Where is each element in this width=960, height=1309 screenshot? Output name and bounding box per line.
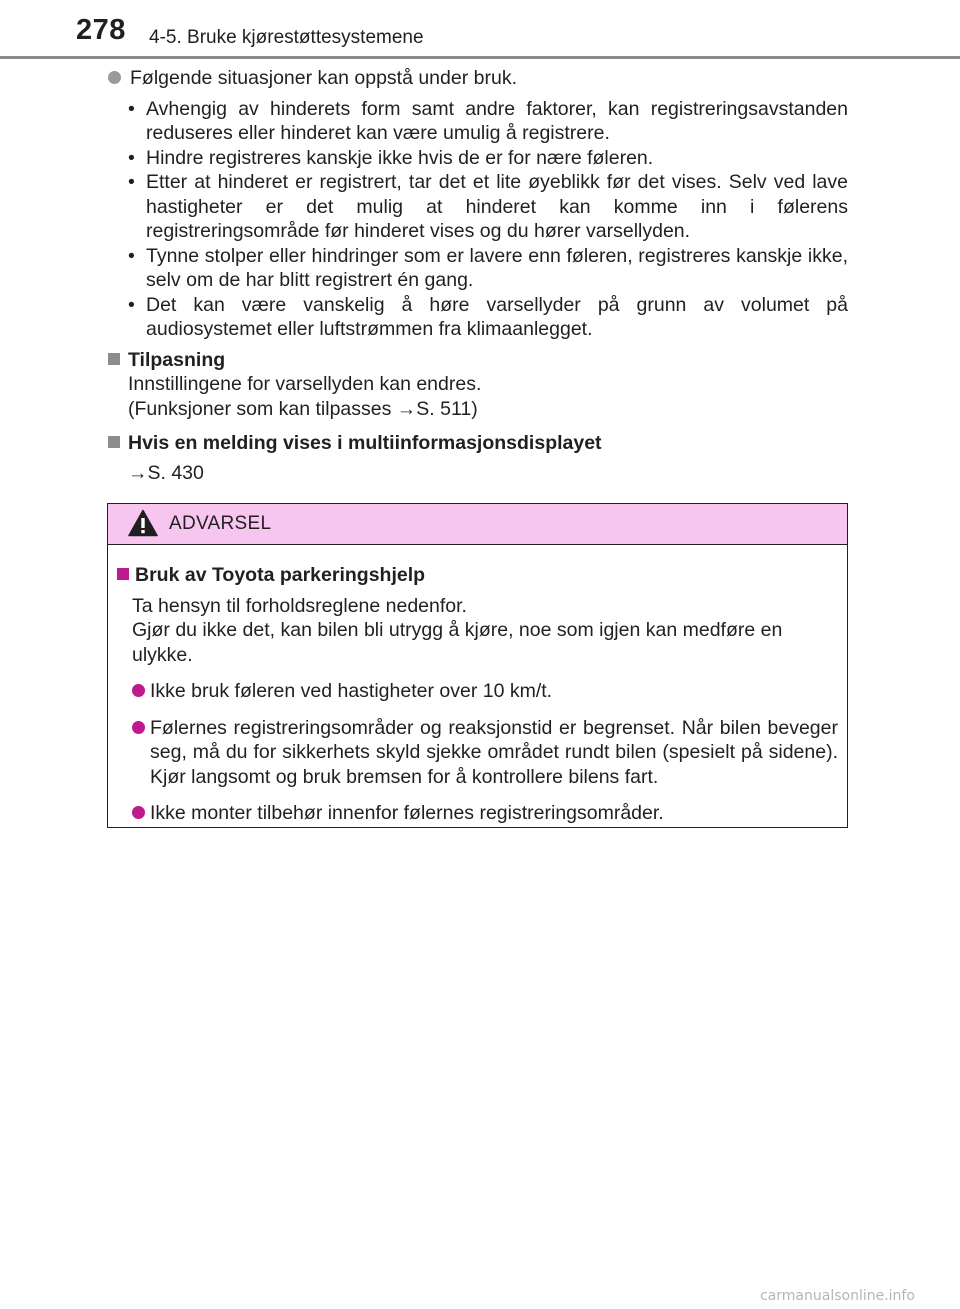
warning-header [108,504,847,545]
situations-list [108,97,848,342]
page-reference: →S. 430 [128,461,204,484]
warning-label: ADVARSEL [169,513,272,534]
list-item: • Det kan være vanskelig å høre varsellyder på grunn av volumet på audiosystemet eller luftstrømmen fra klimaanlegget. [128,293,848,340]
square-bullet-icon [117,568,129,580]
square-bullet-icon [108,353,120,365]
list-item: • Tynne stolper eller hindringer som er lavere enn føleren, registreres kanskje ikke, selv om de har blitt registrert én gang. [128,244,848,291]
page-number: 278 [76,14,126,46]
list-item: • Avhengig av hinderets form samt andre faktorer, kan registreringsavstanden reduseres eller hinderet kan være umulig å registrere. [128,97,848,144]
warning-box [107,503,848,828]
warning-body [108,545,847,826]
warning-item: Følernes registreringsområder og reaksjonstid er begrenset. Når bilen beveger seg, må du for sikkerhets skyld sjekke området rundt bilen (spesielt på sidene). Kjør langsomt og bruk bremsen for å kontrollere bilens fart. [117,716,838,790]
tilpasning-line1: Innstillingene for varsellyden kan endres. [128,373,482,395]
list-item: • Etter at hinderet er registrert, tar det et lite øyeblikk før det vises. Selv ved lave hastigheter er det mulig at hinderet kan komme inn i følerens registreringsområde før hinderet vises og du hører varsellyden. [128,171,848,242]
header-rule [0,56,960,59]
main-content [108,66,848,495]
warning-triangle-icon [128,509,158,537]
section-heading: Tilpasning [108,348,848,373]
list-item: • Hindre registreres kanskje ikke hvis de er for nære føleren. [128,146,654,169]
bullet-dot-icon [108,71,121,84]
page-header [0,0,960,58]
square-bullet-icon [108,436,120,448]
warning-intro: Ta hensyn til forholdsreglene nedenfor. Gjør du ikke det, kan bilen bli utrygg å kjøre, noe som igjen kan medføre en ulykke. [132,594,783,666]
section-title: 4-5. Bruke kjørestøttesystemene [149,27,424,48]
watermark: carmanualsonline.info [760,1288,915,1304]
warning-item: Ikke bruk føleren ved hastigheter over 10 km/t. [117,679,838,704]
bullet-dot-icon [132,684,145,697]
warning-item: Ikke monter tilbehør innenfor følernes registreringsområder. [117,801,838,826]
bullet-dot-icon [132,721,145,734]
bullet-dot-icon [132,806,145,819]
melding-section [108,431,848,485]
section-heading: Hvis en melding vises i multiinformasjonsdisplayet [108,431,848,456]
tilpasning-line2: (Funksjoner som kan tilpasses →S. 511) [128,397,478,420]
intro-text: Følgende situasjoner kan oppstå under bruk. [130,67,517,89]
intro-item [108,66,848,91]
warning-title: Bruk av Toyota parkeringshjelp [117,563,838,588]
tilpasning-section [108,348,848,422]
